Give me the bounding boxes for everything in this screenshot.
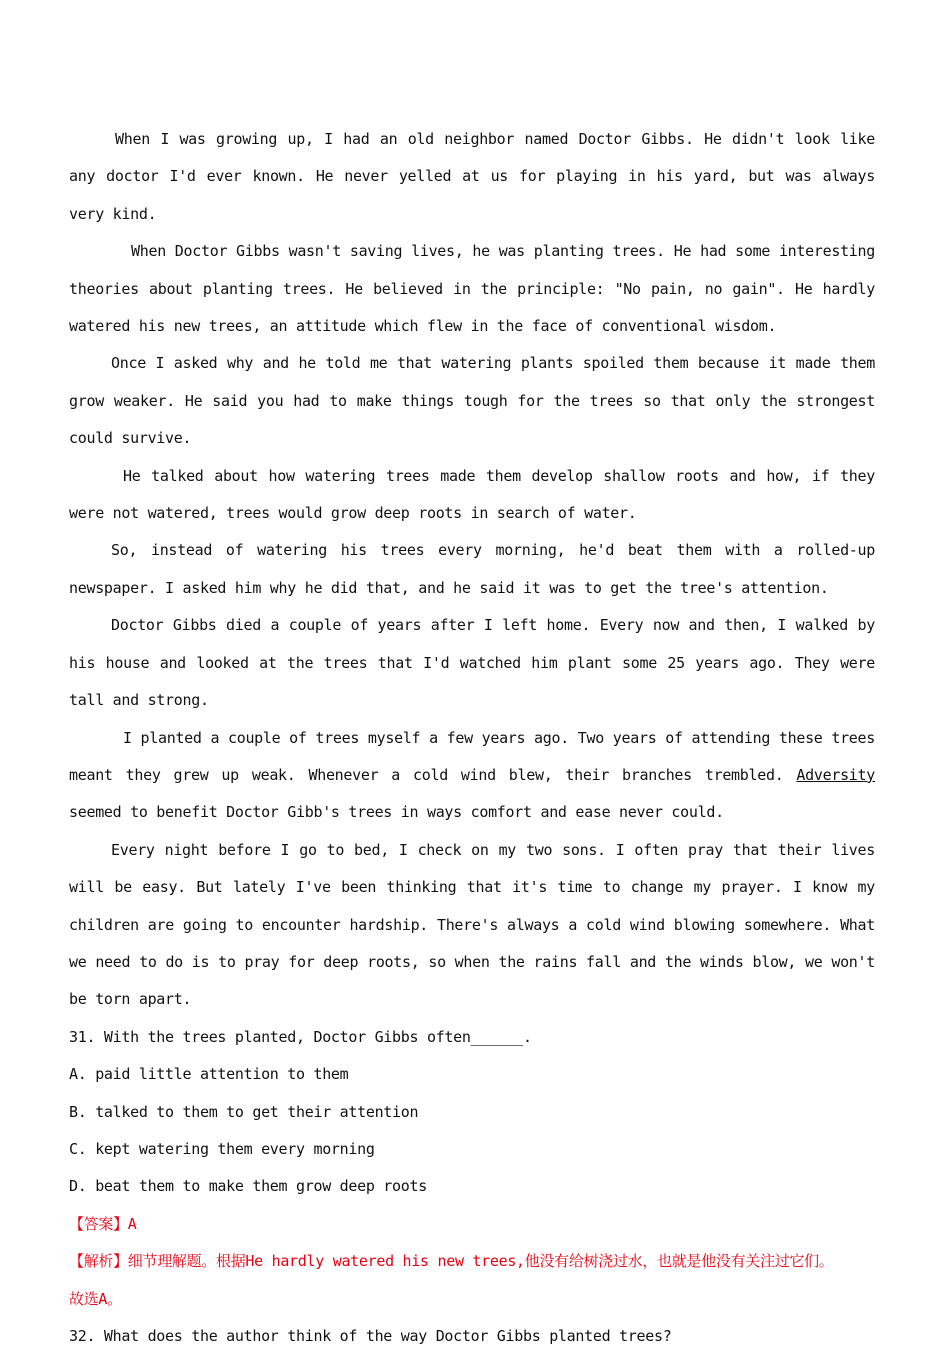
passage-paragraph-8: Every night before I go to bed, I check on my two sons. I often pray that their lives will be easy. But lately I've been thinking that it's time to change my prayer. I know my children are going to encounter hardship. There's always a cold wind blowing somewhere. What we need to do is to pray for deep roots, so when the rains fall and the winds blow, we won't be torn apart. <box>69 840 875 1009</box>
passage-paragraph-3: Once I asked why and he told me that watering plants spoiled them because it made them grow weaker. He said you had to make things tough for the trees so that only the strongest could survive. <box>69 354 875 448</box>
question-31-stem: 31. With the trees planted, Doctor Gibbs often______. <box>69 1027 532 1046</box>
passage-paragraph-6: Doctor Gibbs died a couple of years after I left home. Every now and then, I walked by his house and looked at the trees that I'd watched him plant some 25 years ago. They were tall and strong. <box>69 616 875 710</box>
question-31-option-b: B. talked to them to get their attention <box>69 1102 419 1121</box>
question-31-option-a: A. paid little attention to them <box>69 1065 349 1084</box>
passage-paragraph-1: When I was growing up, I had an old neighbor named Doctor Gibbs. He didn't look like any doctor I'd ever known. He never yelled at us for playing in his yard, but was always very kind. <box>69 130 875 223</box>
question-31-analysis-conclusion: 故选A。 <box>69 1289 122 1308</box>
underlined-word-adversity: Adversity <box>796 765 875 784</box>
passage-paragraph-2: When Doctor Gibbs wasn't saving lives, he was planting trees. He had some interesting theories about planting trees. He believed in the principle: "No pain, no gain". He hardly watered his new trees, an attitude which flew in the face of conventional wisdom. <box>69 242 875 336</box>
question-32-stem: 32. What does the author think of the way Doctor Gibbs planted trees? <box>69 1327 672 1345</box>
question-31-answer: 【答案】A <box>69 1214 137 1233</box>
question-31-option-c: C. kept watering them every morning <box>69 1139 375 1158</box>
passage-paragraph-7 <box>69 720 875 832</box>
question-31-option-d: D. beat them to make them grow deep roots <box>69 1177 427 1196</box>
document-page <box>69 121 875 1355</box>
passage-paragraph-5: So, instead of watering his trees every morning, he'd beat them with a rolled-up newspaper. I asked him why he did that, and he said it was to get the tree's attention. <box>69 541 875 597</box>
paragraph-7-text-before: I planted a couple of trees myself a few years ago. Two years of attending these trees meant they grew up weak. Whenever a cold wind blew, their branches trembled. <box>69 728 875 784</box>
passage-paragraph-4: He talked about how watering trees made them develop shallow roots and how, if they were not watered, trees would grow deep roots in search of water. <box>69 466 875 523</box>
question-31-analysis: 【解析】细节理解题。根据He hardly watered his new trees,他没有给树浇过水，也就是他没有关注过它们。 <box>69 1252 834 1271</box>
paragraph-7-text-after: seemed to benefit Doctor Gibb's trees in ways comfort and ease never could. <box>69 803 724 822</box>
